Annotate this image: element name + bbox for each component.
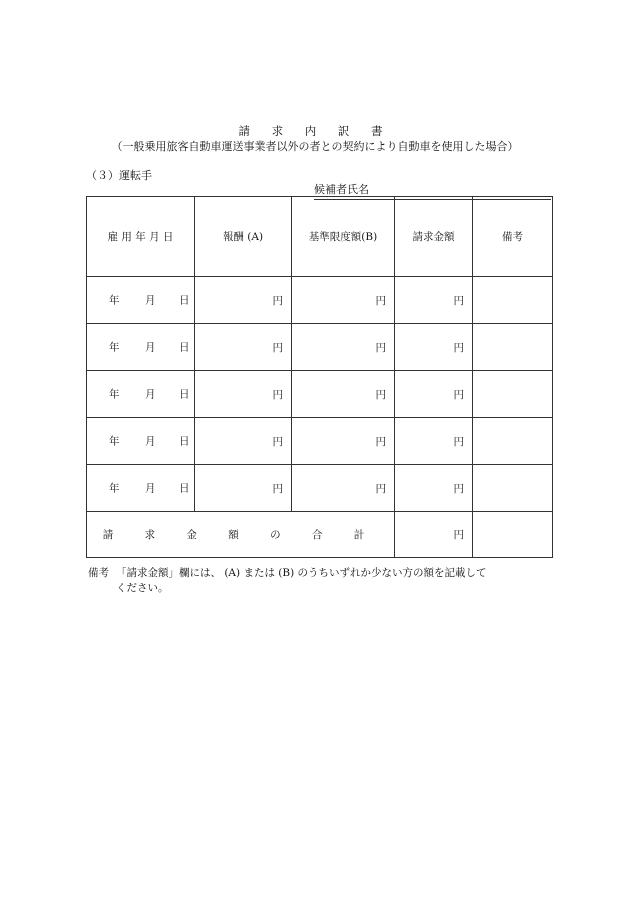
month-unit: 月 — [145, 482, 156, 495]
remarks-cell[interactable] — [473, 371, 553, 418]
remarks-cell[interactable] — [473, 277, 553, 324]
employment-date-cell[interactable] — [87, 277, 195, 324]
employment-date-cell[interactable] — [87, 371, 195, 418]
header-claim-amount: 請求金額 — [395, 197, 473, 277]
table-row — [87, 418, 553, 465]
salary-cell[interactable]: 円 — [195, 371, 292, 418]
table-row — [87, 324, 553, 371]
claim-cell[interactable]: 円 — [395, 277, 473, 324]
employment-date-cell[interactable] — [87, 418, 195, 465]
claim-cell[interactable]: 円 — [395, 418, 473, 465]
day-unit: 日 — [179, 435, 190, 448]
employment-date-cell[interactable] — [87, 465, 195, 512]
year-unit: 年 — [109, 341, 120, 354]
header-employment-date: 雇 用 年 月 日 — [87, 197, 195, 277]
claim-cell[interactable]: 円 — [395, 324, 473, 371]
table-header-row — [87, 197, 553, 277]
employment-date-cell[interactable] — [87, 324, 195, 371]
remarks-note — [88, 566, 553, 596]
note-line1: 「請求金額」欄には、 (A) または (B) のうちいずれか少ない方の額を記載して — [116, 567, 487, 579]
year-unit: 年 — [109, 435, 120, 448]
limit-cell[interactable]: 円 — [292, 465, 395, 512]
month-unit: 月 — [145, 435, 156, 448]
remarks-cell[interactable] — [473, 324, 553, 371]
note-line2: ください。 — [116, 582, 169, 594]
total-remarks-cell[interactable] — [473, 512, 553, 558]
claim-cell[interactable]: 円 — [395, 371, 473, 418]
total-row — [87, 512, 553, 558]
salary-cell[interactable]: 円 — [195, 277, 292, 324]
day-unit: 日 — [179, 482, 190, 495]
limit-cell[interactable]: 円 — [292, 371, 395, 418]
salary-cell[interactable]: 円 — [195, 324, 292, 371]
table-row — [87, 277, 553, 324]
table-row — [87, 465, 553, 512]
claim-cell[interactable]: 円 — [395, 465, 473, 512]
total-claim-cell[interactable]: 円 — [395, 512, 473, 558]
header-remarks: 備考 — [473, 197, 553, 277]
table-row — [87, 371, 553, 418]
document-subtitle: （一般乗用旅客自動車運送事業者以外の者との契約により自動車を使用した場合） — [111, 140, 519, 153]
total-label: 請 求 金 額 の 合 計 — [87, 512, 395, 558]
header-limit-b: 基準限度額(B) — [292, 197, 395, 277]
claim-breakdown-table — [86, 196, 553, 558]
year-unit: 年 — [109, 294, 120, 307]
note-head: 備考 — [88, 567, 109, 579]
salary-cell[interactable]: 円 — [195, 465, 292, 512]
limit-cell[interactable]: 円 — [292, 277, 395, 324]
year-unit: 年 — [109, 482, 120, 495]
month-unit: 月 — [145, 294, 156, 307]
candidate-name-label: 候補者氏名 — [314, 183, 369, 196]
salary-cell[interactable]: 円 — [195, 418, 292, 465]
year-unit: 年 — [109, 388, 120, 401]
day-unit: 日 — [179, 341, 190, 354]
month-unit: 月 — [145, 388, 156, 401]
header-salary-a: 報酬 (A) — [195, 197, 292, 277]
day-unit: 日 — [179, 294, 190, 307]
limit-cell[interactable]: 円 — [292, 418, 395, 465]
month-unit: 月 — [145, 341, 156, 354]
document-title: 請 求 内 訳 書 — [238, 124, 392, 138]
remarks-cell[interactable] — [473, 465, 553, 512]
section-label: （３）運転手 — [86, 169, 152, 182]
day-unit: 日 — [179, 388, 190, 401]
limit-cell[interactable]: 円 — [292, 324, 395, 371]
remarks-cell[interactable] — [473, 418, 553, 465]
